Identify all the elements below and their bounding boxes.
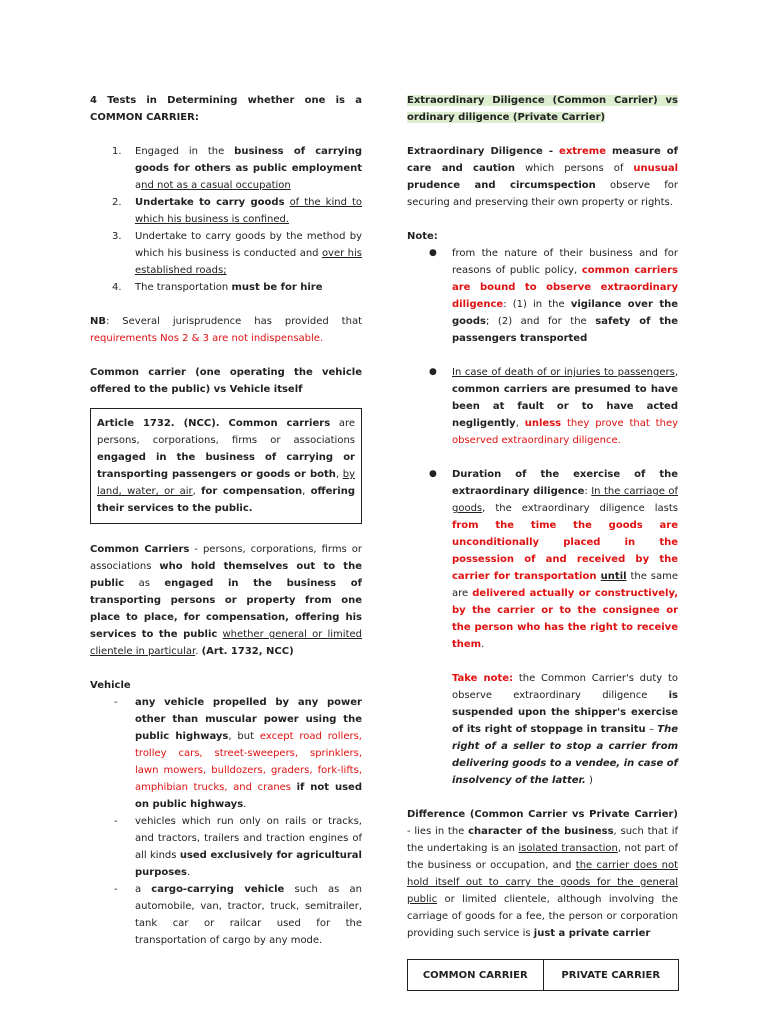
table-header-common-carrier: COMMON CARRIER bbox=[408, 960, 544, 991]
list-item: ● from the nature of their business and for reasons of public policy, common carriers are bound to observe extraordinary diligence: (1) in the vigilance over the goods; (2) and for the safety of the passengers transported bbox=[407, 245, 678, 347]
bullet-marker: ● bbox=[429, 469, 437, 479]
cc-vs-vehicle-heading: Common carrier (one operating the vehicle offered to the public) vs Vehicle itself bbox=[90, 367, 362, 395]
list-item: - a cargo-carrying vehicle such as an automobile, van, tractor, truck, semitrailer, tank car or railcar used for the transportation of cargo by any mode. bbox=[90, 881, 362, 949]
list-item: - any vehicle propelled by any power other than muscular power using the public highways, but except road rollers, trolley cars, street-sweepers, sprinklers, lawn mowers, bulldozers, graders, fork-lifts, amphibian trucks, and cranes if not used on public highways. bbox=[90, 694, 362, 813]
tests-heading: 4 Tests in Determining whether one is a COMMON CARRIER: bbox=[90, 95, 362, 123]
dash-marker: - bbox=[114, 697, 118, 708]
note-label: Note: bbox=[407, 231, 438, 242]
list-item: 3. Undertake to carry goods by the method by which his business is conducted and over his established roads; bbox=[90, 228, 362, 279]
vehicle-list bbox=[90, 694, 362, 949]
tests-list bbox=[90, 143, 362, 296]
list-item: 1. Engaged in the business of carrying goods for others as public employment and not as a casual occupation bbox=[90, 143, 362, 194]
dash-marker: - bbox=[114, 884, 118, 895]
list-item: ● In case of death of or injuries to passengers, common carriers are presumed to have been at fault or to have acted negligently, unless they prove that they observed extraordinary diligence. bbox=[407, 364, 678, 449]
common-carriers-definition: Common Carriers - persons, corporations, firms or associations who hold themselves out to the public as engaged in the business of transporting persons or property from one place to place, for compensation, offering his services to the public whether general or limited clientele in particular. (Art. 1732, NCC) bbox=[90, 544, 362, 657]
article-1732-box: Article 1732. (NCC). Common carriers are persons, corporations, firms or associations engaged in the business of carrying or transporting passengers or goods or both, by land, water, or air, for compensation, offering their services to the public. bbox=[90, 408, 362, 524]
bullet-marker: ● bbox=[429, 367, 437, 377]
bullet-marker: ● bbox=[429, 248, 437, 258]
list-item: - vehicles which run only on rails or tracks, and tractors, trailers and traction engines of all kinds used exclusively for agricultural purposes. bbox=[90, 813, 362, 881]
comparison-table bbox=[407, 959, 679, 991]
nb-note: NB: Several jurisprudence has provided that requirements Nos 2 & 3 are not indispensable. bbox=[90, 316, 362, 344]
difference-paragraph: Difference (Common Carrier vs Private Carrier) - lies in the character of the business, such that if the undertaking is an isolated transaction, not part of the business or occupation, and the carrier does not hold itself out to carry the goods for the general public or limited clientele, although involving the carriage of goods for a fee, the person or corporation providing such service is just a private carrier bbox=[407, 809, 678, 939]
list-number: 4. bbox=[112, 282, 122, 293]
list-item: 2. Undertake to carry goods of the kind to which his business is confined. bbox=[90, 194, 362, 228]
list-number: 1. bbox=[112, 146, 122, 157]
list-number: 3. bbox=[112, 231, 122, 242]
diligence-heading: Extraordinary Diligence (Common Carrier) vs ordinary diligence (Private Carrier) bbox=[407, 95, 678, 123]
right-column bbox=[407, 92, 678, 991]
take-note: Take note: the Common Carrier's duty to observe extraordinary diligence is suspended upon the shipper's exercise of its right of stoppage in transitu – The right of a seller to stop a carrier from delivering goods to a vendee, in case of insolvency of the latter. ) bbox=[452, 673, 679, 786]
list-number: 2. bbox=[112, 197, 122, 208]
note-list bbox=[407, 245, 678, 653]
extraordinary-diligence-definition: Extraordinary Diligence - extreme measure of care and caution which persons of unusual prudence and circumspection observe for securing and preserving their own property or rights. bbox=[407, 146, 678, 208]
vehicle-heading: Vehicle bbox=[90, 680, 131, 691]
left-column bbox=[90, 92, 362, 949]
table-header-private-carrier: PRIVATE CARRIER bbox=[543, 960, 679, 991]
list-item: 4. The transportation must be for hire bbox=[90, 279, 362, 296]
dash-marker: - bbox=[114, 816, 118, 827]
list-item: ● Duration of the exercise of the extraordinary diligence: In the carriage of goods, the extraordinary diligence lasts from the time the goods are unconditionally placed in the possession of and received by the carrier for transportation until the same are delivered actually or constructively, by the carrier or to the consignee or the person who has the right to receive them. bbox=[407, 466, 678, 653]
